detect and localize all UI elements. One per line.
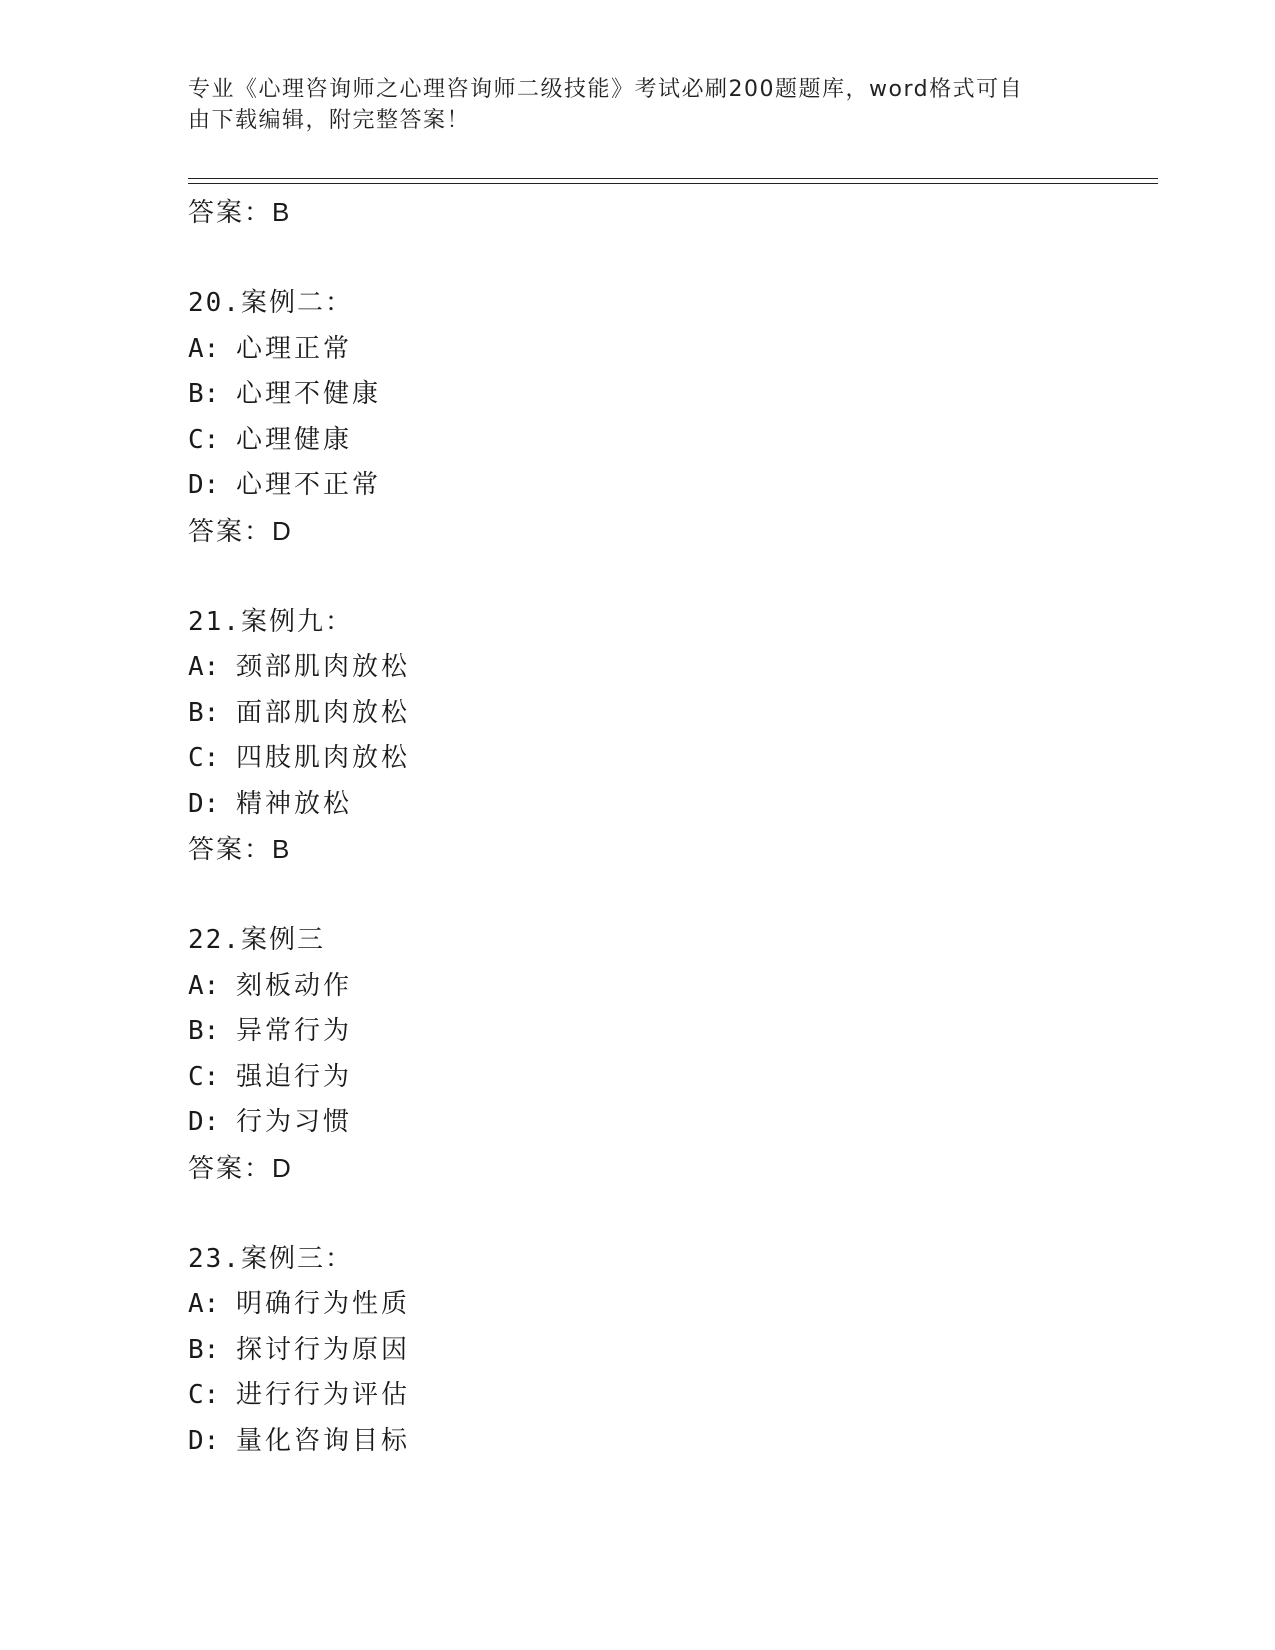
option-text: 精神放松 [236,788,353,819]
option-text: 行为习惯 [236,1107,353,1137]
option-text: 量化咨询目标 [236,1425,411,1456]
question-title: 22.案例三 [188,925,325,955]
document-header [188,74,1068,136]
answer-value: B [272,834,293,864]
option-text: 心理健康 [236,424,353,455]
header-divider-top [188,178,1158,179]
spacer [188,554,1148,600]
option-text: 心理不正常 [236,470,382,500]
option-letter: C: [188,424,220,455]
option-text: 刻板动作 [236,970,353,1001]
option-a [188,645,1148,691]
option-c [188,1373,1148,1419]
option-letter: D: [188,1107,220,1137]
option-b [188,691,1148,737]
option-letter: B: [188,1334,220,1365]
question-block [188,600,1148,873]
option-d [188,782,1148,828]
answer-value: D [272,1152,294,1183]
option-c [188,418,1148,464]
option-letter: B: [188,379,220,409]
option-letter: B: [188,1016,220,1046]
option-a [188,964,1148,1010]
option-text: 进行行为评估 [236,1380,411,1410]
header-divider-bottom [188,183,1158,184]
option-text: 心理不健康 [236,379,382,409]
option-text: 四肢肌肉放松 [236,743,411,773]
answer-value: D [272,515,294,546]
question-title: 21.案例九： [188,606,353,637]
header-line-1: 专业《心理咨询师之心理咨询师二级技能》考试必刷200题题库，word格式可自 [188,77,1024,102]
option-c [188,1055,1148,1101]
option-a [188,1282,1148,1328]
option-b [188,372,1148,418]
question-title: 20.案例二： [188,288,353,318]
option-letter: A: [188,333,220,364]
answer-label: 答案： [188,1153,273,1184]
answer-label: 答案： [188,516,273,547]
option-text: 颈部肌肉放松 [236,652,411,682]
option-letter: B: [188,697,220,728]
option-letter: D: [188,1425,220,1456]
option-b [188,1328,1148,1374]
option-letter: C: [188,743,220,773]
answer-line [188,827,1148,873]
option-text: 强迫行为 [236,1061,353,1092]
question-block [188,1237,1148,1465]
answer-label: 答案： [188,198,273,228]
answer-label: 答案： [188,835,273,865]
question-block [188,281,1148,554]
question-list [188,190,1148,1464]
question-title: 23.案例三： [188,1243,353,1274]
answer-line [188,1146,1148,1192]
option-b [188,1009,1148,1055]
question-block [188,918,1148,1191]
answer-line [188,190,1148,236]
option-letter: A: [188,1289,220,1319]
option-a [188,327,1148,373]
answer-line [188,509,1148,555]
option-text: 心理正常 [236,333,353,364]
spacer [188,236,1148,282]
option-letter: A: [188,970,220,1001]
option-c [188,736,1148,782]
option-letter: A: [188,652,220,682]
option-letter: C: [188,1061,220,1092]
option-d [188,463,1148,509]
header-line-2: 由下载编辑，附完整答案！ [188,108,471,133]
option-d [188,1419,1148,1465]
option-text: 探讨行为原因 [236,1334,411,1365]
option-d [188,1100,1148,1146]
spacer [188,873,1148,919]
option-letter: C: [188,1380,220,1410]
option-letter: D: [188,470,220,500]
option-letter: D: [188,788,220,819]
option-text: 异常行为 [236,1016,353,1046]
spacer [188,1191,1148,1237]
option-text: 明确行为性质 [236,1289,411,1319]
answer-value: B [272,197,293,227]
option-text: 面部肌肉放松 [236,697,411,728]
